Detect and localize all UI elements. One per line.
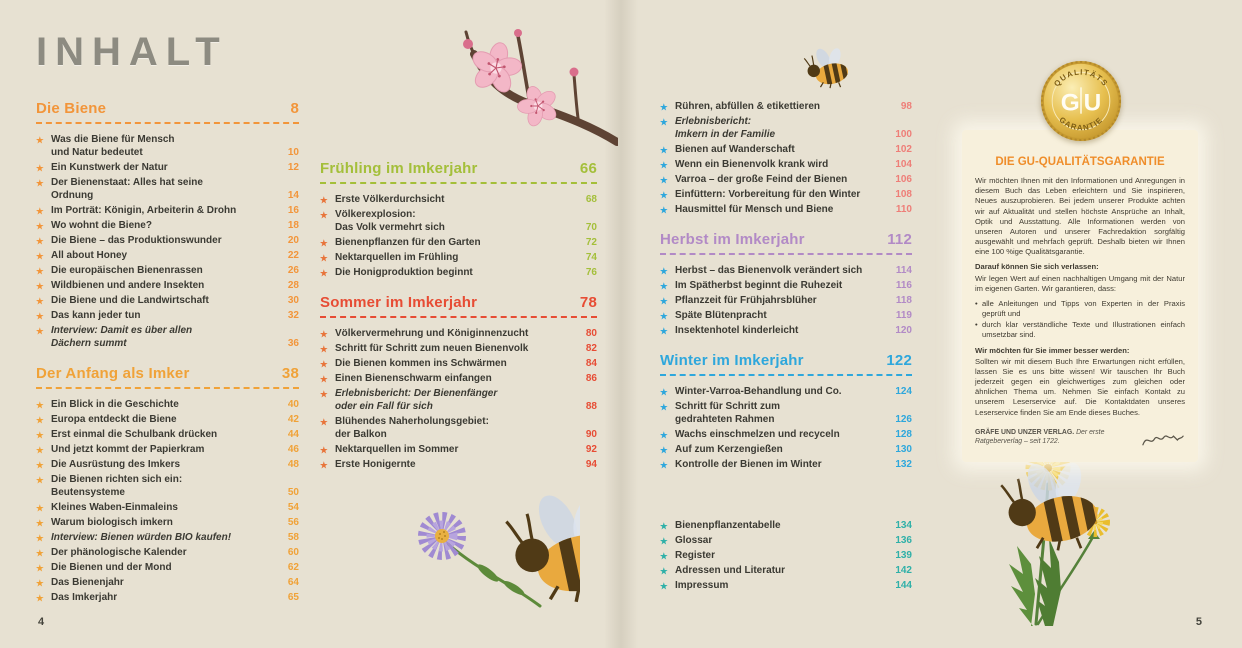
star-icon: ★: [660, 326, 668, 336]
toc-item-page-number: 62: [287, 562, 299, 573]
toc-item: [660, 443, 912, 456]
dandelion-illustration: [975, 438, 1155, 633]
toc-block: [320, 160, 597, 279]
toc-item: [36, 576, 299, 589]
aster-flower-illustration: [390, 478, 580, 618]
section-heading: [660, 231, 912, 255]
toc-item-title: Erlebnisbericht: Der Bienenfänger oder ein Fall für sich: [335, 388, 498, 412]
toc-item-page-number: 88: [585, 401, 597, 412]
toc-item: [320, 251, 597, 264]
toc-item-page-number: 128: [895, 429, 912, 440]
section-heading: [320, 294, 597, 318]
star-icon: ★: [660, 266, 668, 276]
toc-item-title: Wenn ein Bienenvolk krank wird: [675, 159, 829, 170]
toc-item: [36, 279, 299, 292]
toc-item-page-number: 120: [895, 325, 912, 336]
star-icon: ★: [320, 195, 328, 205]
star-icon: ★: [36, 563, 44, 573]
toc-item-title: Völkerexplosion: Das Volk vermehrt sich: [335, 209, 445, 233]
publisher-line: [975, 428, 1185, 450]
toc-item-title: Die europäischen Bienenrassen: [51, 265, 203, 276]
toc-item-title: Hausmittel für Mensch und Biene: [675, 204, 834, 215]
toc-item-page-number: 10: [287, 147, 299, 158]
toc-item-title: Interview: Damit es über allen Dächern summt: [51, 325, 193, 349]
toc-item-title: Die Biene – das Produktionswunder: [51, 235, 222, 246]
guarantee-promise-heading: Darauf können Sie sich verlassen:: [975, 262, 1099, 272]
toc-item-page-number: 42: [287, 414, 299, 425]
toc-item-title: Der phänologische Kalender: [51, 547, 187, 558]
toc-item-title: Im Porträt: Königin, Arbeiterin & Drohn: [51, 205, 237, 216]
toc-item-page-number: 136: [895, 535, 912, 546]
toc-item: [36, 219, 299, 232]
toc-item-title: Die Biene und die Landwirtschaft: [51, 295, 209, 306]
section-title: Herbst im Imkerjahr: [660, 231, 805, 248]
toc-item-title: Auf zum Kerzengießen: [675, 444, 783, 455]
toc-item-title: Erste Honigernte: [335, 459, 416, 470]
quality-guarantee-panel: [962, 130, 1198, 462]
toc-item-page-number: 30: [287, 295, 299, 306]
section-title: Frühling im Imkerjahr: [320, 160, 478, 177]
star-icon: ★: [36, 326, 44, 336]
section-title: Die Biene: [36, 100, 107, 117]
star-icon: ★: [36, 548, 44, 558]
toc-item: [320, 327, 597, 340]
toc-item-page-number: 116: [895, 280, 912, 291]
toc-item-title: Herbst – das Bienenvolk verändert sich: [675, 265, 863, 276]
toc-item: [320, 342, 597, 355]
toc-item-title: Erst einmal die Schulbank drücken: [51, 429, 218, 440]
toc-item-title: Kleines Waben-Einmaleins: [51, 502, 178, 513]
guarantee-better-text: Sollten wir mit diesem Buch Ihre Erwartungen nicht erfüllen, lassen Sie es uns bitte wissen! Wir tauschen Ihr Buch jederzeit gegen ein gleichwertiges zum gleichen oder ähnlichen Thema um. Nehmen Sie einfach Kontakt zu unserem Leserservice auf. Die Kontaktdaten unseres Leserservice finden Sie am Ende dieses Buches.: [975, 356, 1185, 417]
toc-column-left: [36, 100, 299, 606]
toc-item-page-number: 94: [585, 459, 597, 470]
section-heading: [36, 365, 299, 389]
toc-item-page-number: 110: [895, 204, 912, 215]
toc-item-title: Späte Blütenpracht: [675, 310, 767, 321]
toc-item-title: Ein Kunstwerk der Natur: [51, 162, 168, 173]
toc-item-page-number: 106: [895, 174, 912, 185]
toc-item-page-number: 126: [895, 414, 912, 425]
toc-block: [660, 352, 912, 471]
toc-item: [36, 234, 299, 247]
star-icon: ★: [36, 400, 44, 410]
toc-item-page-number: 90: [585, 429, 597, 440]
toc-item-page-number: 65: [287, 592, 299, 603]
toc-block: [660, 519, 912, 592]
toc-item: [660, 324, 912, 337]
toc-item-title: Erste Völkerdurchsicht: [335, 194, 445, 205]
star-icon: ★: [320, 460, 328, 470]
toc-item-title: Der Bienenstaat: Alles hat seine Ordnung: [51, 177, 203, 201]
toc-item-title: Interview: Bienen würden BIO kaufen!: [51, 532, 232, 543]
section-page-number: 122: [886, 352, 912, 369]
toc-item-page-number: 118: [895, 295, 912, 306]
star-icon: ★: [320, 253, 328, 263]
section-page-number: 66: [579, 160, 597, 177]
toc-item-title: Und jetzt kommt der Papierkram: [51, 444, 205, 455]
toc-item-page-number: 14: [287, 190, 299, 201]
toc-item: [660, 400, 912, 426]
star-icon: ★: [320, 329, 328, 339]
toc-item-page-number: 20: [287, 235, 299, 246]
toc-item: [36, 309, 299, 322]
toc-item-page-number: 124: [895, 386, 912, 397]
star-icon: ★: [660, 402, 668, 412]
toc-item-title: Die Bienen richten sich ein: Beutensysteme: [51, 474, 183, 498]
toc-item: [36, 516, 299, 529]
toc-item-page-number: 68: [585, 194, 597, 205]
star-icon: ★: [36, 311, 44, 321]
toc-item-page-number: 132: [895, 459, 912, 470]
star-icon: ★: [660, 102, 668, 112]
guarantee-bullet: • alle Anleitungen und Tipps von Experten in der Praxis geprüft und: [975, 299, 1185, 319]
toc-item: [320, 372, 597, 385]
toc-item-title: Blühendes Naherholungsgebiet: der Balkon: [335, 416, 489, 440]
toc-item-title: Bienenpflanzentabelle: [675, 520, 781, 531]
toc-item-title: Erlebnisbericht: Imkern in der Familie: [675, 116, 776, 140]
toc-item: [660, 309, 912, 322]
section-title: Der Anfang als Imker: [36, 365, 190, 382]
toc-item-title: Die Ausrüstung des Imkers: [51, 459, 181, 470]
toc-item: [660, 100, 912, 113]
toc-item-page-number: 50: [287, 487, 299, 498]
toc-item: [320, 236, 597, 249]
section-title: Sommer im Imkerjahr: [320, 294, 478, 311]
toc-item-page-number: 60: [287, 547, 299, 558]
star-icon: ★: [320, 344, 328, 354]
seal-bottom-text: GARANTIE: [1057, 115, 1105, 133]
publisher-tagline: Der erste Ratgeberverlag – seit 1722.: [975, 428, 1105, 446]
toc-item-title: Nektarquellen im Sommer: [335, 444, 459, 455]
toc-item: [36, 204, 299, 217]
toc-item: [660, 564, 912, 577]
toc-block: [660, 231, 912, 337]
toc-item: [660, 158, 912, 171]
star-icon: ★: [320, 268, 328, 278]
toc-item-title: Die Bienen kommen ins Schwärmen: [335, 358, 507, 369]
star-icon: ★: [36, 593, 44, 603]
star-icon: ★: [660, 536, 668, 546]
toc-item-page-number: 84: [585, 358, 597, 369]
toc-item-title: Register: [675, 550, 716, 561]
star-icon: ★: [320, 374, 328, 384]
toc-item-title: Bienen auf Wanderschaft: [675, 144, 795, 155]
bee-icon: [802, 46, 860, 90]
toc-item: [660, 534, 912, 547]
star-icon: ★: [320, 389, 328, 399]
star-icon: ★: [36, 266, 44, 276]
star-icon: ★: [660, 281, 668, 291]
toc-item-title: Pflanzzeit für Frühjahrsblüher: [675, 295, 817, 306]
section-page-number: 8: [290, 100, 299, 117]
star-icon: ★: [660, 581, 668, 591]
toc-item-title: Kontrolle der Bienen im Winter: [675, 459, 822, 470]
toc-item: [660, 143, 912, 156]
toc-item-page-number: 28: [287, 280, 299, 291]
toc-item: [36, 133, 299, 159]
toc-item-page-number: 144: [895, 580, 912, 591]
toc-item: [36, 428, 299, 441]
star-icon: ★: [660, 430, 668, 440]
page-number-left: 4: [38, 616, 45, 628]
toc-item-page-number: 72: [585, 237, 597, 248]
toc-item-page-number: 86: [585, 373, 597, 384]
toc-item: [320, 266, 597, 279]
toc-item: [660, 188, 912, 201]
star-icon: ★: [320, 359, 328, 369]
toc-item-page-number: 12: [287, 162, 299, 173]
seal-top-text: QUALITÄTS: [1052, 67, 1110, 89]
gu-logo: GU: [1060, 89, 1106, 117]
toc-item-page-number: 44: [287, 429, 299, 440]
star-icon: ★: [36, 518, 44, 528]
toc-item-title: Bienenpflanzen für den Garten: [335, 237, 481, 248]
toc-item: [320, 357, 597, 370]
star-icon: ★: [36, 296, 44, 306]
star-icon: ★: [36, 445, 44, 455]
toc-item: [36, 413, 299, 426]
toc-item-page-number: 139: [895, 550, 912, 561]
publisher-name: GRÄFE UND UNZER VERLAG.: [975, 428, 1075, 436]
toc-item-page-number: 54: [287, 502, 299, 513]
toc-item: [36, 324, 299, 350]
toc-item-title: Wachs einschmelzen und recyceln: [675, 429, 840, 440]
star-icon: ★: [660, 205, 668, 215]
star-icon: ★: [660, 551, 668, 561]
toc-item-page-number: 142: [895, 565, 912, 576]
guarantee-heading: DIE GU-QUALITÄTSGARANTIE: [995, 156, 1165, 168]
toc-item: [660, 428, 912, 441]
toc-block: [660, 100, 912, 216]
guarantee-better-heading: Wir möchten für Sie immer besser werden:: [975, 345, 1130, 355]
toc-item: [36, 458, 299, 471]
section-heading: [320, 160, 597, 184]
toc-item-title: Rühren, abfüllen & etikettieren: [675, 101, 821, 112]
guarantee-bullet: • durch klar verständliche Texte und Illustrationen einfach umsetzbar sind.: [975, 320, 1185, 340]
star-icon: ★: [36, 475, 44, 485]
toc-item-page-number: 48: [287, 459, 299, 470]
star-icon: ★: [36, 460, 44, 470]
toc-item: [36, 591, 299, 604]
toc-item-title: Impressum: [675, 580, 729, 591]
star-icon: ★: [320, 445, 328, 455]
toc-item-title: Schritt für Schritt zum gedrahteten Rahmen: [675, 401, 781, 425]
toc-item: [660, 519, 912, 532]
toc-item-page-number: 70: [585, 222, 597, 233]
cherry-blossom-illustration: [428, 20, 618, 155]
toc-item-page-number: 46: [287, 444, 299, 455]
toc-block: [36, 365, 299, 604]
section-page-number: 112: [887, 231, 912, 248]
toc-item: [36, 398, 299, 411]
star-icon: ★: [660, 175, 668, 185]
toc-item-page-number: 98: [900, 101, 912, 112]
toc-item: [320, 458, 597, 471]
toc-item-title: Wildbienen und andere Insekten: [51, 280, 205, 291]
toc-item-title: Das Imkerjahr: [51, 592, 118, 603]
toc-item-title: Nektarquellen im Frühling: [335, 252, 459, 263]
star-icon: ★: [36, 206, 44, 216]
toc-item: [660, 294, 912, 307]
toc-item-title: Europa entdeckt die Biene: [51, 414, 177, 425]
star-icon: ★: [320, 417, 328, 427]
toc-item-page-number: 100: [895, 129, 912, 140]
toc-item-title: Die Bienen und der Mond: [51, 562, 172, 573]
toc-item-page-number: 18: [287, 220, 299, 231]
star-icon: ★: [660, 145, 668, 155]
toc-item: [36, 249, 299, 262]
toc-item: [36, 264, 299, 277]
toc-item: [660, 115, 912, 141]
star-icon: ★: [660, 311, 668, 321]
guarantee-bullet-list: [975, 299, 1185, 341]
toc-item: [36, 473, 299, 499]
page-number-right: 5: [1195, 616, 1202, 628]
toc-item-page-number: 114: [895, 265, 912, 276]
section-heading: [660, 352, 912, 376]
toc-item-title: Das kann jeder tun: [51, 310, 141, 321]
page-title: INHALT: [36, 30, 228, 74]
star-icon: ★: [660, 117, 668, 127]
toc-item-page-number: 130: [895, 444, 912, 455]
toc-item-page-number: 104: [895, 159, 912, 170]
toc-item: [36, 546, 299, 559]
toc-item-title: Die Honigproduktion beginnt: [335, 267, 473, 278]
section-title: Winter im Imkerjahr: [660, 352, 804, 369]
star-icon: ★: [36, 236, 44, 246]
star-icon: ★: [320, 238, 328, 248]
star-icon: ★: [320, 210, 328, 220]
toc-item: [660, 458, 912, 471]
toc-item: [320, 415, 597, 441]
toc-item-page-number: 80: [585, 328, 597, 339]
star-icon: ★: [36, 415, 44, 425]
toc-item-page-number: 92: [585, 444, 597, 455]
toc-item: [660, 173, 912, 186]
star-icon: ★: [36, 221, 44, 231]
star-icon: ★: [36, 281, 44, 291]
toc-item: [36, 176, 299, 202]
section-page-number: 78: [579, 294, 597, 311]
signature-scribble: [1141, 430, 1185, 450]
toc-item-page-number: 40: [287, 399, 299, 410]
star-icon: ★: [36, 533, 44, 543]
star-icon: ★: [36, 578, 44, 588]
guarantee-intro: Wir möchten Ihnen mit den Informationen und Anregungen in diesem Buch das Leben erleichtern und Sie inspirieren, Neues auszuprobieren. Bei jedem unserer Produkte achten wir auf Aktualität und stellen höchste Ansprüche an Inhalt, Optik und Ausstattung. Alle Informationen werden von unseren Autoren und unserer Fachredaktion sorgfältig ausgewählt und mehrfach geprüft. Deshalb bieten wir Ihnen eine 100 %ige Qualitätsgarantie.: [975, 176, 1185, 257]
toc-item: [660, 203, 912, 216]
toc-item-page-number: 74: [585, 252, 597, 263]
star-icon: ★: [36, 251, 44, 261]
toc-item-page-number: 102: [895, 144, 912, 155]
toc-item: [36, 294, 299, 307]
toc-item-title: Was die Biene für Mensch und Natur bedeutet: [51, 134, 175, 158]
section-heading: [36, 100, 299, 124]
toc-item-title: Einen Bienenschwarm einfangen: [335, 373, 492, 384]
toc-item: [660, 264, 912, 277]
toc-item-title: Im Spätherbst beginnt die Ruhezeit: [675, 280, 843, 291]
toc-item-page-number: 36: [287, 338, 299, 349]
toc-item-page-number: 119: [895, 310, 912, 321]
toc-block: [320, 294, 597, 471]
star-icon: ★: [660, 460, 668, 470]
toc-item-page-number: 26: [287, 265, 299, 276]
star-icon: ★: [36, 503, 44, 513]
toc-item-page-number: 76: [585, 267, 597, 278]
toc-item-title: Einfüttern: Vorbereitung für den Winter: [675, 189, 861, 200]
guarantee-promise-intro: Wir legen Wert auf einen nachhaltigen Umgang mit der Natur im eigenen Garten. Wir garantieren, dass:: [975, 273, 1185, 293]
toc-item: [320, 193, 597, 206]
toc-item-title: Völkervermehrung und Königinnenzucht: [335, 328, 529, 339]
toc-item-title: All about Honey: [51, 250, 128, 261]
toc-item-title: Insektenhotel kinderleicht: [675, 325, 799, 336]
toc-item: [36, 561, 299, 574]
toc-item-page-number: 108: [895, 189, 912, 200]
toc-item-title: Adressen und Literatur: [675, 565, 786, 576]
toc-item-title: Warum biologisch imkern: [51, 517, 173, 528]
star-icon: ★: [36, 135, 44, 145]
section-page-number: 38: [281, 365, 299, 382]
toc-item: [660, 579, 912, 592]
toc-item: [320, 443, 597, 456]
toc-item-page-number: 32: [287, 310, 299, 321]
toc-item: [36, 443, 299, 456]
toc-column-right: [660, 100, 912, 594]
toc-item-title: Wo wohnt die Biene?: [51, 220, 152, 231]
toc-item: [36, 501, 299, 514]
star-icon: ★: [660, 190, 668, 200]
toc-item-title: Das Bienenjahr: [51, 577, 124, 588]
star-icon: ★: [36, 430, 44, 440]
star-icon: ★: [660, 566, 668, 576]
toc-item-page-number: 64: [287, 577, 299, 588]
toc-item-page-number: 58: [287, 532, 299, 543]
toc-item-title: Ein Blick in die Geschichte: [51, 399, 179, 410]
toc-item: [660, 279, 912, 292]
toc-block: [36, 100, 299, 350]
star-icon: ★: [36, 163, 44, 173]
star-icon: ★: [660, 296, 668, 306]
toc-item: [36, 531, 299, 544]
star-icon: ★: [660, 160, 668, 170]
toc-item-page-number: 22: [287, 250, 299, 261]
gu-quality-seal: [1040, 60, 1122, 142]
toc-item: [660, 549, 912, 562]
star-icon: ★: [36, 178, 44, 188]
toc-item-page-number: 82: [585, 343, 597, 354]
toc-item: [320, 387, 597, 413]
toc-item-title: Glossar: [675, 535, 713, 546]
toc-item-page-number: 56: [287, 517, 299, 528]
toc-column-middle: [320, 160, 597, 473]
bee-icon: [1001, 459, 1103, 555]
toc-item-page-number: 16: [287, 205, 299, 216]
toc-item-title: Schritt für Schritt zum neuen Bienenvolk: [335, 343, 529, 354]
toc-item: [36, 161, 299, 174]
star-icon: ★: [660, 445, 668, 455]
toc-item: [660, 385, 912, 398]
toc-item: [320, 208, 597, 234]
star-icon: ★: [660, 521, 668, 531]
toc-item-title: Varroa – der große Feind der Bienen: [675, 174, 848, 185]
toc-item-title: Winter-Varroa-Behandlung und Co.: [675, 386, 842, 397]
toc-item-page-number: 134: [895, 520, 912, 531]
star-icon: ★: [660, 387, 668, 397]
